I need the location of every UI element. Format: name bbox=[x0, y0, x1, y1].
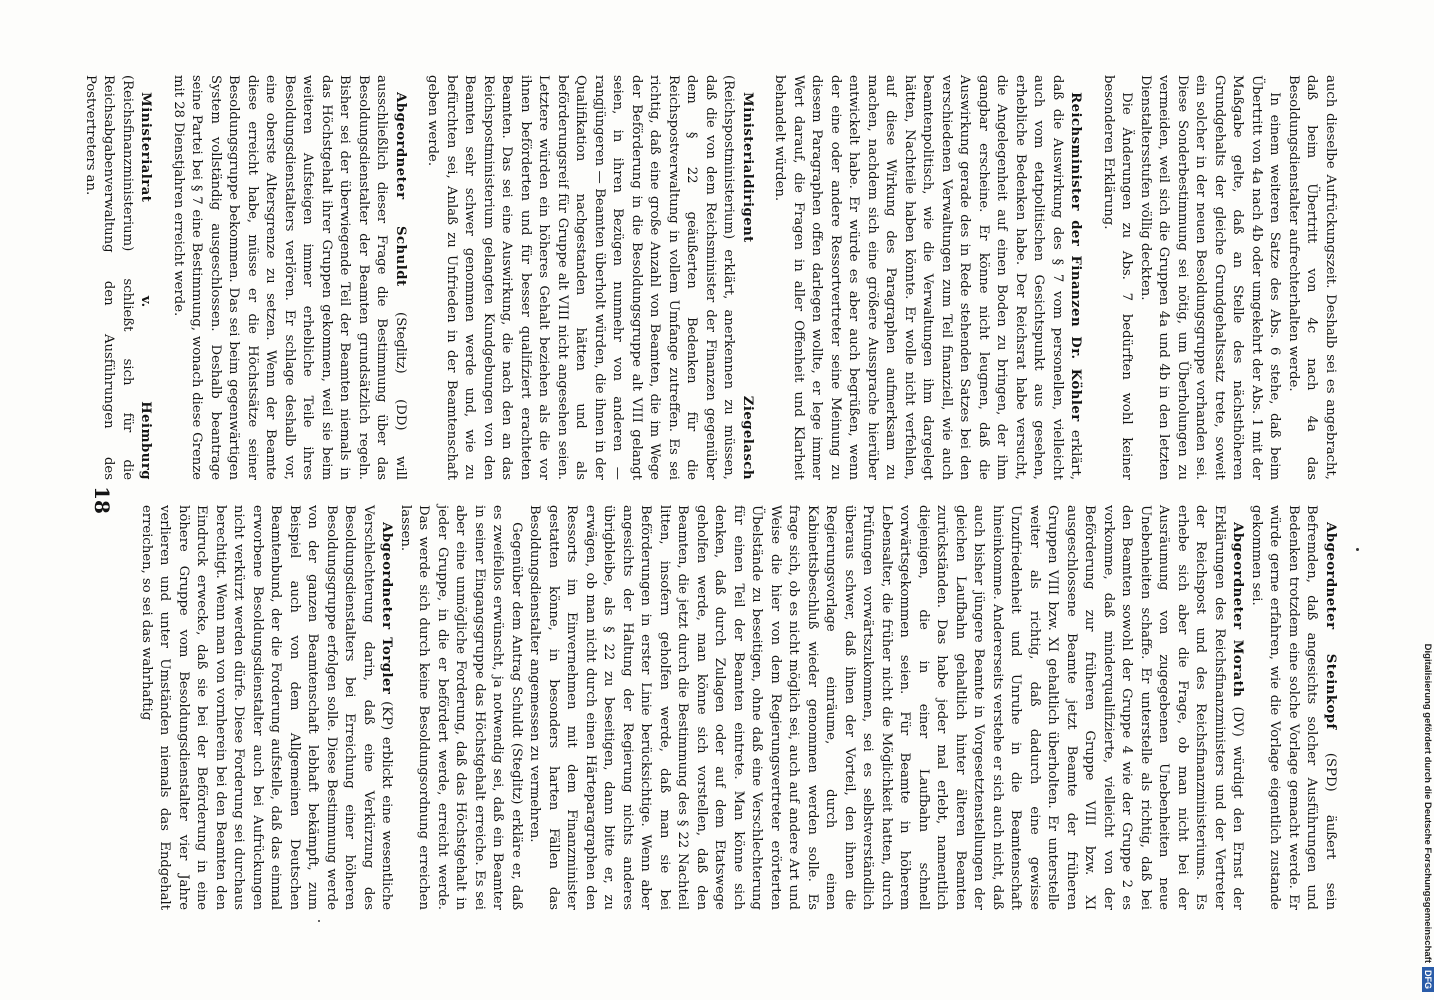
left-text-column bbox=[83, 75, 1339, 481]
page-number: 18 bbox=[90, 486, 114, 514]
paragraph-text: (Reichspostministerium) erklärt, anerkennen zu müssen, daß die von dem Reichsminister der Finanzen gegenüber dem § 22 geäußerten Bedenken für die Reichspostverwaltung in vollem Umfange zutreffen. Es sei richtig, daß eine große Anzahl von Beamten, die im Wege der Beförderung in die Besoldungsgruppe alt VIII gelangt seien, in ihren Bezügen nunmehr von anderen — rangjüngeren — Beamten überholt würden, die ihnen in der Qualifikation nachgestanden hätten und als beförderungsreif für Gruppe alt VIII nicht angesehen seien. Letztere würden ein höheres Gehalt beziehen als die vor ihnen beförderten und für besser qualifiziert erachteten Beamten. Das sei eine Auswirkung, die nach den an das Reichspostministerium gelangten Kundgebungen von den Beamten sehr schwer genommen werde und, wie zu befürchten sei, Anlaß zu Unfrieden in der Beamtenschaft geben werde. bbox=[425, 75, 737, 480]
speaker-name: Reichsminister der Finanzen Dr. Köhler bbox=[1068, 92, 1084, 422]
speaker-name: Abgeordneter Morath bbox=[1230, 522, 1246, 698]
paragraph bbox=[423, 75, 756, 480]
paragraph-text: (Reichsfinanzministerium) schließt sich für die Reichsabgabenverwaltung den Ausführungen des Postvertreters an. bbox=[83, 75, 135, 480]
scan-speck bbox=[318, 920, 320, 922]
right-text-column bbox=[114, 505, 1339, 910]
speaker-name: Ministerialdirigent Ziegelasch bbox=[740, 92, 755, 480]
speaker-name: Ministerialrat v. Heimburg bbox=[138, 92, 154, 480]
dfg-logo: DFG bbox=[1422, 967, 1434, 992]
speaker-name: Abgeordneter Torgler bbox=[379, 522, 395, 695]
paragraph bbox=[1247, 505, 1340, 910]
paragraph bbox=[169, 75, 410, 480]
paragraph bbox=[81, 75, 155, 480]
paragraph-text: (SPD) äußert sein Befremden, daß angesichts solcher Ausführungen und Bedenken trotzdem eine solche Vorlage gemacht werde. Er würde gerne erfahren, wie die Vorlage eigentlich zustande gekommen sei. bbox=[1249, 505, 1338, 910]
paragraph: Die Änderungen zu Abs. 7 bedürften wohl keiner besonderen Erklärung. bbox=[1101, 75, 1135, 480]
paragraph: Gegenüber dem Antrag Schuldt (Steglitz) erkläre er, daß es zweifellos erwünscht, ja notwendig sei, daß ein Beamter in seiner Eingangsgruppe das Höchstgehalt erreiche. Es sei aber eine unmögliche Forderung, daß das Höchstgehalt in jeder Gruppe, in die er befördert werde, erreicht werde. Das werde sich durch keine Besoldungsordnung erreichen lassen. bbox=[398, 505, 524, 910]
paragraph-text: (Steglitz) (DD) will ausschließlich dieser Frage die Bestimmung über das Besoldungsdienstalter der Beamten grundsätzlich regeln. Bisher sei der überwiegende Teil der Beamten niemals in das Höchstgehalt ihrer Gruppen gekommen, weil sie beim weiteren Aufsteigen immer erhebliche Teile ihres Besoldungsdienstalters verlören. Er schlage deshalb vor, eine oberste Altersgrenze zu setzen. Wenn der Beamte diese erreicht habe, müsse er die Höchstsätze seiner Besoldungsgruppe bekommen. Das sei beim gegenwärtigen System vollständig ausgeschlossen. Deshalb beantrage seine Partei bei § 7 eine Bestimmung, wonach diese Grenze mit 28 Dienstjahren erreicht werde. bbox=[171, 75, 408, 480]
paragraph bbox=[770, 75, 1085, 480]
credit-text: Digitalisierung gefördert durch die Deutsche Forschungsgemeinschaft bbox=[1422, 643, 1433, 963]
paragraph bbox=[525, 505, 1247, 910]
paragraph: In einem weiteren Satze des Abs. 6 stehe, daß beim Übertritt von 4a nach 4b oder umgekehrt der Abs. 1 mit der Maßgabe gelte, daß an Stelle des nächsthöheren Grundgehalts der gleiche Grundgehaltssatz trete, soweit ein solcher in der neuen Besoldungsgruppe vorhanden sei. Diese Sonderbestimmung sei nötig, um Überholungen zu vermeiden, weil sich die Gruppen 4a und 4b in den letzten Dienstaltersstufen völlig deckten. bbox=[1138, 75, 1283, 480]
paragraph-text: (KP) erblickt eine wesentliche Verschlechterung darin, daß eine Verkürzung des Besoldungsdienstalters bei Erreichung einer höheren Besoldungsgruppe erfolgen solle. Diese Bestimmung werde von der ganzen Beamtenschaft lebhaft bekämpft, zum Beispiel auch von dem Allgemeinen Deutschen Beamtenbund, der die Forderung aufstelle, daß das einmal erworbene Besoldungsdienstalter auch bei Aufrückungen nicht verkürzt werden dürfe. Diese Forderung sei durchaus berechtigt. Wenn man von vornherein bei den Beamten den Eindruck erwecke, daß sie bei der Beförderung in eine höhere Gruppe vom Besoldungsdienstalter vier Jahre verlieren und unter Umständen niemals das Endgehalt erreichen, so sei das wahrhaftig bbox=[139, 505, 395, 910]
scan-speck bbox=[1356, 548, 1359, 551]
paragraph bbox=[137, 505, 396, 910]
speaker-name: Abgeordneter Steinkopf bbox=[1323, 522, 1338, 730]
paragraph-text: (DV) würdigt den Ernst der Erklärungen des Reichsfinanzministers und der Vertreter der Reichspost und des Reichsfinanzministeriums. Es erhebe sich aber die Frage, ob man nicht bei der Ausräumung von zugegebenen Unebenheiten neue Unebenheiten schaffe. Er unterstelle als richtig, daß bei den Beamten sowohl der Gruppe 4 wie der Gruppe 2 es vorkomme, daß minderqualifizierte, vielleicht von der Beförderung zur früheren Gruppe VIII bzw. XI ausgeschlossene Beamte jetzt Beamte der früheren Gruppen VIII bzw. XI gehaltlich überholten. Er unterstelle weiter als richtig, daß dadurch eine gewisse Unzufriedenheit und Unruhe in die Beamtenschaft hineinkomme. Andererseits verstehe er sich auch nicht, daß auch bisher jüngere Beamte in Vorgesetztenstellungen der gleichen Laufbahn gehaltlich hinter älteren Beamten zurückständen. Das habe jeder mal erlebt, namentlich diejenigen, die in einer Laufbahn schnell vorwärtsgekommen seien. Für Beamte in höherem Lebensalter, die früher nicht die Möglichkeit hatten, durch Prüfungen vorwärtszukommen, sei es selbstverständlich überaus schwer, daß ihnen der Vorteil, den ihnen die Regierungsvorlage einräume, durch einen Kabinettsbeschluß wieder genommen werden solle. Es frage sich, ob es nicht möglich sei, auch auf andere Art und Weise die hier von dem Regierungsvertreter erörterten Übelstände zu beseitigen, ohne daß eine Verschlechterung für einen Teil der Beamten eintrete. Man könne sich denken, daß durch Zulagen oder auf dem Etatswege geholfen werde, man könne sich vorstellen, daß den Beamten, die jetzt durch die Bestimmung des § 22 Nachteil litten, insofern geholfen werde, daß man sie bei Beförderungen in erster Linie berücksichtige. Wenn aber angesichts der Haltung der Regierung nichts anderes übrigbleibe, als § 22 zu beseitigen, dann bitte er, zu erwägen, ob man nicht durch einen Härteparagraphen den Ressorts im Einvernehmen mit dem Finanzminister gestatten könne, in besonders harten Fällen das Besoldungsdienstalter angemessen zu vermehren. bbox=[527, 505, 1246, 910]
paragraph-text: erklärt, daß die Auswirkung des § 7 vom personellen, vielleicht auch vom etatpolitischen Gesichtspunkt aus gesehen, erhebliche Bedenken habe. Der Reichsrat habe versucht, die Angelegenheit auf einen Boden zu bringen, der ihm gangbar erscheine. Er könne nicht leugnen, daß die Auswirkung gerade des in Rede stehenden Satzes bei den verschiedenen Verwaltungen zum Teil finanziell, wie auch beamtenpolitisch, wie die Verwaltungen ihm dargelegt hätten, Nachteile haben könnte. Er wolle nicht verfehlen, auf diese Wirkung des Paragraphen aufmerksam zu machen, nachdem sich eine größere Aussprache hierüber entwickelt habe. Er würde es aber auch begrüßen, wenn der eine oder andere Ressortvertreter seine Meinung zu diesem Paragraphen offen darlegen wollte, er lege immer Wert darauf, die Fragen in aller Offenheit und Klarheit behandelt würden. bbox=[772, 75, 1084, 481]
speaker-name: Abgeordneter Schuldt bbox=[393, 92, 408, 287]
digitization-credit bbox=[1420, 8, 1434, 992]
paragraph: auch dieselbe Aufrückungszeit. Deshalb sei es angebracht, daß beim Übertritt von 4c nach 4a das Besoldungsdienstalter aufrechterhalten werde. bbox=[1286, 75, 1338, 480]
